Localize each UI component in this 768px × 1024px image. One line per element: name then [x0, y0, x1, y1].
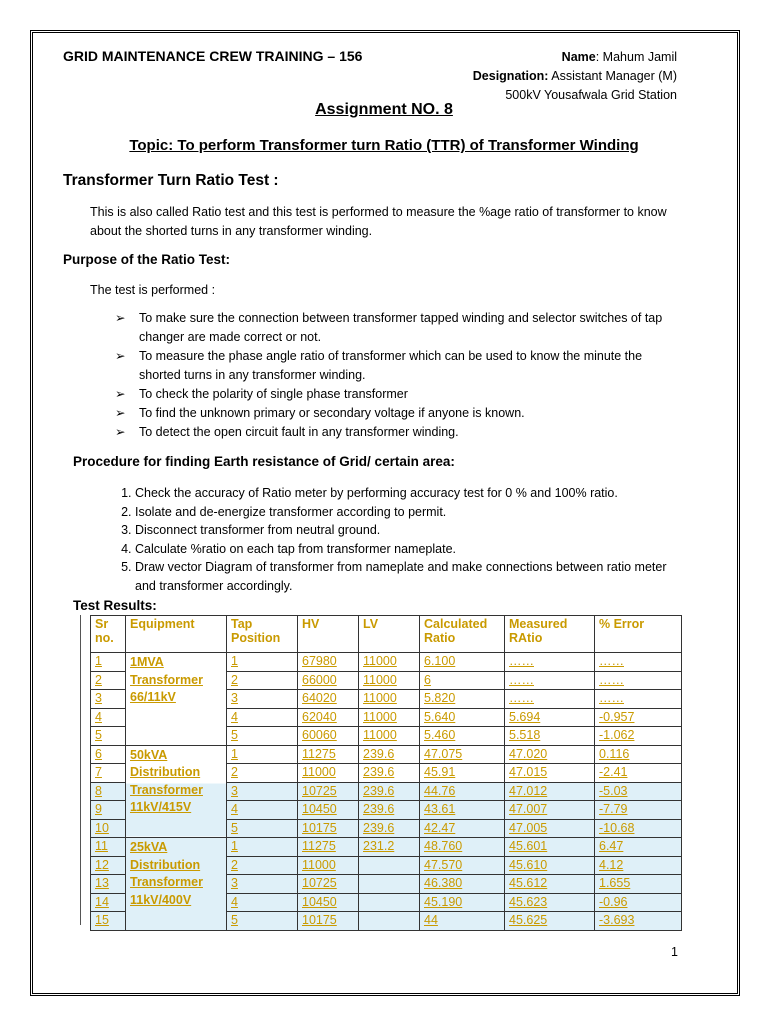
cell-value: 3	[95, 691, 102, 705]
cell-value: 3	[231, 691, 238, 705]
cell-measured	[505, 912, 595, 931]
cell-hv	[298, 893, 359, 912]
cell-calculated	[420, 764, 505, 783]
cell-tap	[227, 838, 298, 857]
col-lv: LV	[359, 616, 420, 653]
cell-value: 46.380	[424, 876, 463, 890]
cell-error	[595, 819, 682, 838]
cell-measured	[505, 801, 595, 820]
cell-lv	[359, 782, 420, 801]
cell-calculated	[420, 782, 505, 801]
cell-value: 10175	[302, 913, 337, 927]
cell-sr	[91, 893, 126, 912]
cell-error	[595, 671, 682, 690]
cell-value: 5	[231, 913, 238, 927]
cell-error	[595, 801, 682, 820]
cell-sr	[91, 745, 126, 764]
cell-value: 13	[95, 876, 109, 890]
cell-measured	[505, 856, 595, 875]
cell-value: 4	[231, 802, 238, 816]
cell-calculated	[420, 875, 505, 894]
cell-calculated	[420, 690, 505, 709]
cell-sr	[91, 653, 126, 672]
designation: Assistant Manager (M)	[551, 69, 677, 83]
cell-value: -0.957	[599, 709, 635, 724]
cell-value: 47.012	[509, 783, 548, 798]
ttr-description: This is also called Ratio test and this test is performed to measure the %age ratio of transformer to know about the shorted turns in any transformer winding.	[90, 205, 667, 238]
cell-tap	[227, 671, 298, 690]
cell-value: 1	[95, 654, 102, 668]
cell-error	[595, 782, 682, 801]
cell-value: 239.6	[363, 820, 395, 835]
cell-value: 47.020	[509, 746, 548, 761]
cell-value: 25kVA Distribution Transformer 11kV/400V	[130, 840, 203, 907]
cell-value: 8	[95, 783, 102, 798]
cell-value: 3	[231, 783, 238, 798]
cell-error	[595, 764, 682, 783]
author-name: Mahum Jamil	[602, 50, 677, 64]
cell-tap	[227, 856, 298, 875]
cell-error	[595, 856, 682, 875]
cell-value: 43.61	[424, 802, 456, 816]
cell-value: 4	[231, 894, 238, 909]
assignment-title: Assignment NO. 8	[315, 101, 453, 118]
cell-error	[595, 912, 682, 931]
cell-tap	[227, 708, 298, 727]
cell-value: 1.655	[599, 876, 631, 890]
cell-value: 12	[95, 857, 109, 872]
cell-lv	[359, 671, 420, 690]
cell-value: 15	[95, 913, 109, 927]
table-row	[91, 745, 682, 764]
course-title: GRID MAINTENANCE CREW TRAINING – 156	[63, 48, 363, 64]
cell-value: -0.96	[599, 894, 628, 909]
cell-value: 1	[231, 839, 238, 853]
cell-value: 5.518	[509, 728, 541, 742]
cell-value: 44	[424, 913, 438, 927]
cell-hv	[298, 690, 359, 709]
cell-measured	[505, 893, 595, 912]
cell-measured	[505, 875, 595, 894]
cell-tap	[227, 764, 298, 783]
cell-hv	[298, 653, 359, 672]
cell-value: 231.2	[363, 839, 395, 853]
cell-value: 60060	[302, 728, 337, 742]
col-calculated: Calculated Ratio	[420, 616, 505, 653]
cell-value: 2	[231, 765, 238, 779]
cell-measured	[505, 671, 595, 690]
cell-calculated	[420, 745, 505, 764]
cell-value: 5	[231, 728, 238, 742]
cell-measured	[505, 745, 595, 764]
cell-lv	[359, 708, 420, 727]
cell-tap	[227, 690, 298, 709]
cell-error	[595, 893, 682, 912]
col-hv: HV	[298, 616, 359, 653]
cell-value: 47.570	[424, 857, 463, 872]
cell-calculated	[420, 727, 505, 746]
cell-hv	[298, 819, 359, 838]
cell-value: ……	[509, 691, 534, 705]
cell-value: 1MVA Transformer 66/11kV	[130, 655, 203, 704]
cell-hv	[298, 745, 359, 764]
cell-value: 6.47	[599, 839, 624, 853]
list-item: ➢ To check the polarity of single phase transformer	[115, 385, 675, 404]
cell-sr	[91, 875, 126, 894]
cell-lv	[359, 856, 420, 875]
section-heading-purpose: Purpose of the Ratio Test:	[63, 252, 231, 267]
cell-calculated	[420, 838, 505, 857]
cell-sr	[91, 727, 126, 746]
list-item: ➢ To measure the phase angle ratio of transformer which can be used to know the minute the shorted turns in any transformer winding.	[115, 347, 675, 385]
cell-value: 239.6	[363, 783, 395, 798]
cell-error	[595, 708, 682, 727]
cell-value: -3.693	[599, 913, 635, 927]
cell-lv	[359, 653, 420, 672]
cell-hv	[298, 875, 359, 894]
cell-value: ……	[509, 654, 534, 668]
cell-value: 7	[95, 765, 102, 779]
cell-tap	[227, 912, 298, 931]
cell-hv	[298, 856, 359, 875]
cell-value: 11	[95, 839, 108, 853]
cell-value: 10450	[302, 802, 337, 816]
cell-measured	[505, 819, 595, 838]
cell-value: 14	[95, 894, 109, 909]
purpose-intro: The test is performed :	[90, 283, 216, 297]
section-heading-procedure: Procedure for finding Earth resistance of Grid/ certain area:	[73, 454, 455, 469]
list-item: 4. Calculate %ratio on each tap from transformer nameplate.	[135, 540, 675, 559]
col-tap: Tap Position	[227, 616, 298, 653]
cell-value: -7.79	[599, 802, 628, 816]
cell-lv	[359, 727, 420, 746]
cell-measured	[505, 727, 595, 746]
cell-value: 47.007	[509, 802, 548, 816]
cell-value: 6	[424, 672, 431, 687]
cell-lv	[359, 893, 420, 912]
list-item: ➢ To find the unknown primary or secondary voltage if anyone is known.	[115, 404, 675, 423]
cell-error	[595, 653, 682, 672]
cell-calculated	[420, 893, 505, 912]
cell-value: 1	[231, 654, 238, 668]
cell-sr	[91, 782, 126, 801]
cell-hv	[298, 727, 359, 746]
cell-error	[595, 838, 682, 857]
cell-lv	[359, 690, 420, 709]
cell-lv	[359, 764, 420, 783]
cell-value: 10175	[302, 820, 337, 835]
list-item: 2. Isolate and de-energize transformer according to permit.	[135, 503, 675, 522]
cell-value: 62040	[302, 709, 337, 724]
cell-lv	[359, 838, 420, 857]
list-item: 3. Disconnect transformer from neutral ground.	[135, 521, 675, 540]
section-heading-ttr: Transformer Turn Ratio Test :	[63, 172, 279, 189]
cell-value: 11000	[363, 691, 397, 705]
cell-measured	[505, 782, 595, 801]
cell-hv	[298, 782, 359, 801]
cell-lv	[359, 745, 420, 764]
cell-value: ……	[599, 654, 624, 668]
station: 500kV Yousafwala Grid Station	[505, 88, 677, 102]
cell-value: 5	[231, 820, 238, 835]
cell-value: 239.6	[363, 765, 395, 779]
cell-sr	[91, 838, 126, 857]
col-equipment: Equipment	[126, 616, 227, 653]
cell-tap	[227, 727, 298, 746]
cell-value: 64020	[302, 691, 337, 705]
cell-value: 45.612	[509, 876, 548, 890]
cell-value: 45.190	[424, 894, 463, 909]
cell-value: 239.6	[363, 746, 395, 761]
cell-sr	[91, 690, 126, 709]
cell-value: 5	[95, 728, 102, 742]
cell-error	[595, 727, 682, 746]
cell-value: 47.015	[509, 765, 548, 779]
designation-label: Designation:	[472, 69, 549, 83]
cell-lv	[359, 801, 420, 820]
cell-value: 45.91	[424, 765, 456, 779]
cell-measured	[505, 838, 595, 857]
cell-value: 2	[231, 857, 238, 872]
cell-hv	[298, 801, 359, 820]
cell-measured	[505, 708, 595, 727]
cell-value: 2	[95, 672, 102, 687]
author-block: Name: Mahum Jamil Designation: Assistant Manager (M) 500kV Yousafwala Grid Station	[473, 48, 677, 105]
cell-value: 10450	[302, 894, 337, 909]
cell-value: 5.820	[424, 691, 456, 705]
cell-value: 47.005	[509, 820, 548, 835]
list-item: 5. Draw vector Diagram of transformer from nameplate and make connections between ratio meter and transformer accordingly.	[135, 558, 675, 595]
cell-tap	[227, 893, 298, 912]
cell-error	[595, 875, 682, 894]
cell-value: 44.76	[424, 783, 456, 798]
cell-value: 5.460	[424, 728, 456, 742]
cell-hv	[298, 764, 359, 783]
cell-value: 50kVA Distribution Transformer 11kV/415V	[130, 747, 203, 814]
cell-value: 67980	[302, 654, 337, 668]
cell-tap	[227, 819, 298, 838]
table-row	[91, 838, 682, 857]
cell-value: 239.6	[363, 802, 395, 816]
cell-measured	[505, 653, 595, 672]
cell-tap	[227, 875, 298, 894]
cell-sr	[91, 819, 126, 838]
cell-calculated	[420, 653, 505, 672]
cell-value: ……	[599, 672, 624, 687]
cell-sr	[91, 671, 126, 690]
cell-value: 11275	[302, 746, 336, 761]
cell-lv	[359, 912, 420, 931]
cell-value: 4	[95, 709, 102, 724]
cell-value: 45.625	[509, 913, 548, 927]
table-row	[91, 653, 682, 672]
cell-value: 47.075	[424, 746, 463, 761]
cell-tap	[227, 745, 298, 764]
cell-value: 11000	[302, 857, 336, 872]
cell-value: 10725	[302, 783, 337, 798]
cell-error	[595, 690, 682, 709]
cell-calculated	[420, 856, 505, 875]
topic: Topic: To perform Transformer turn Ratio (TTR) of Transformer Winding	[129, 137, 639, 154]
name-label: Name	[561, 50, 596, 64]
cell-value: 11275	[302, 839, 336, 853]
cell-sr	[91, 764, 126, 783]
cell-value: 45.610	[509, 857, 548, 872]
col-measured: Measured RAtio	[505, 616, 595, 653]
cell-sr	[91, 856, 126, 875]
cell-equipment	[126, 653, 227, 746]
cell-value: 11000	[363, 728, 397, 742]
cell-sr	[91, 708, 126, 727]
cell-value: 9	[95, 802, 102, 816]
cell-value: 4	[231, 709, 238, 724]
cell-sr	[91, 912, 126, 931]
cell-calculated	[420, 708, 505, 727]
cell-equipment	[126, 838, 227, 931]
cell-hv	[298, 838, 359, 857]
list-item: 1. Check the accuracy of Ratio meter by performing accuracy test for 0 % and 100% ratio.	[135, 484, 675, 503]
col-sr: Sr no.	[91, 616, 126, 653]
cell-sr	[91, 801, 126, 820]
cell-value: 10	[95, 820, 109, 835]
cell-value: 0.116	[599, 746, 630, 761]
cell-value: 66000	[302, 672, 337, 687]
cell-measured	[505, 690, 595, 709]
cell-calculated	[420, 671, 505, 690]
cell-calculated	[420, 912, 505, 931]
cell-value: 11000	[363, 654, 397, 668]
cell-tap	[227, 801, 298, 820]
cell-value: ……	[509, 672, 534, 687]
cell-value: 45.601	[509, 839, 548, 853]
cell-value: ……	[599, 691, 624, 705]
change-bar	[80, 615, 81, 925]
cell-value: 5.640	[424, 709, 456, 724]
cell-hv	[298, 671, 359, 690]
cell-value: 2	[231, 672, 238, 687]
cell-calculated	[420, 819, 505, 838]
cell-value: 4.12	[599, 857, 624, 872]
cell-hv	[298, 912, 359, 931]
list-item: ➢ To make sure the connection between transformer tapped winding and selector switches of tap changer are made correct or not.	[115, 309, 675, 347]
cell-value: -5.03	[599, 783, 628, 798]
cell-value: -2.41	[599, 765, 628, 779]
cell-equipment	[126, 745, 227, 838]
cell-value: 11000	[363, 709, 397, 724]
test-results-heading: Test Results:	[73, 598, 157, 613]
purpose-list	[115, 309, 675, 442]
cell-value: 42.47	[424, 820, 456, 835]
cell-value: 5.694	[509, 709, 541, 724]
results-table	[90, 615, 682, 931]
cell-measured	[505, 764, 595, 783]
cell-value: 48.760	[424, 839, 463, 853]
cell-calculated	[420, 801, 505, 820]
cell-hv	[298, 708, 359, 727]
list-item: ➢ To detect the open circuit fault in any transformer winding.	[115, 423, 675, 442]
page-number: 1	[671, 945, 678, 959]
cell-lv	[359, 875, 420, 894]
cell-value: -10.68	[599, 820, 635, 835]
col-error: % Error	[595, 616, 682, 653]
cell-value: 3	[231, 876, 238, 890]
cell-error	[595, 745, 682, 764]
table-header-row	[91, 616, 682, 653]
cell-lv	[359, 819, 420, 838]
cell-value: 11000	[302, 765, 336, 779]
cell-tap	[227, 653, 298, 672]
cell-value: 6.100	[424, 654, 456, 668]
cell-value: 10725	[302, 876, 337, 890]
cell-value: -1.062	[599, 728, 635, 742]
cell-value: 45.623	[509, 894, 548, 909]
cell-value: 6	[95, 746, 102, 761]
cell-value: 11000	[363, 672, 397, 687]
cell-value: 1	[231, 746, 238, 761]
cell-tap	[227, 782, 298, 801]
procedure-list	[135, 484, 675, 595]
